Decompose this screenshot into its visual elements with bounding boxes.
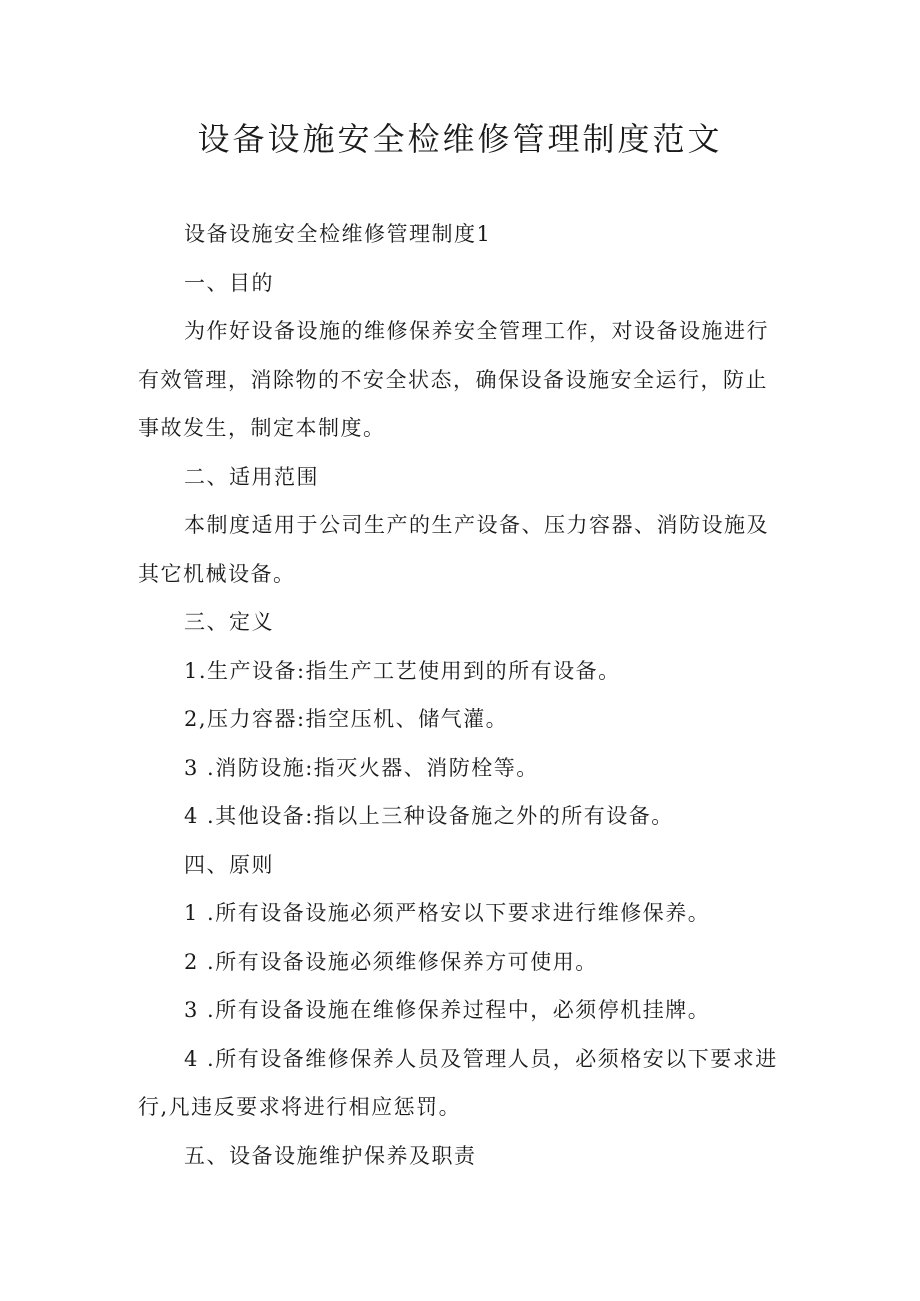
list-item: 4 .其他设备:指以上三种设备施之外的所有设备。 <box>184 804 674 828</box>
section-heading: 四、原则 <box>184 852 274 877</box>
section-heading: 五、设备设施维护保养及职责 <box>184 1143 477 1168</box>
list-item: 4 .所有设备维修保养人员及管理人员，必须格安以下要求进行,凡违反要求将进行相应惩罚。 <box>138 1046 778 1119</box>
section-heading: 设备设施安全检维修管理制度1 <box>184 222 492 246</box>
document-title: 设备设施安全检维修管理制度范文 <box>197 120 723 158</box>
section-heading: 三、定义 <box>184 610 274 634</box>
body-paragraph: 本制度适用于公司生产的生产设备、压力容器、消防设施及其它机械设备。 <box>138 513 769 586</box>
list-item: 3 .所有设备设施在维修保养过程中，必须停机挂牌。 <box>184 998 711 1022</box>
section-heading: 二、适用范围 <box>184 464 319 489</box>
list-item: 2 .所有设备设施必须维修保养方可使用。 <box>184 949 598 974</box>
section-heading: 一、目的 <box>184 270 274 295</box>
list-item: 3 .消防设施:指灭火器、消防栓等。 <box>184 755 539 780</box>
list-item: 2,压力容器:指空压机、储气灌。 <box>184 707 509 731</box>
list-item: 1 .所有设备设施必须严格安以下要求进行维修保养。 <box>184 901 711 925</box>
list-item: 1.生产设备:指生产工艺使用到的所有设备。 <box>184 658 621 683</box>
body-paragraph: 为作好设备设施的维修保养安全管理工作，对设备设施进行有效管理，消除物的不安全状态，确保设备设施安全运行，防止事故发生，制定本制度。 <box>138 319 769 440</box>
document-body <box>138 210 788 1180</box>
